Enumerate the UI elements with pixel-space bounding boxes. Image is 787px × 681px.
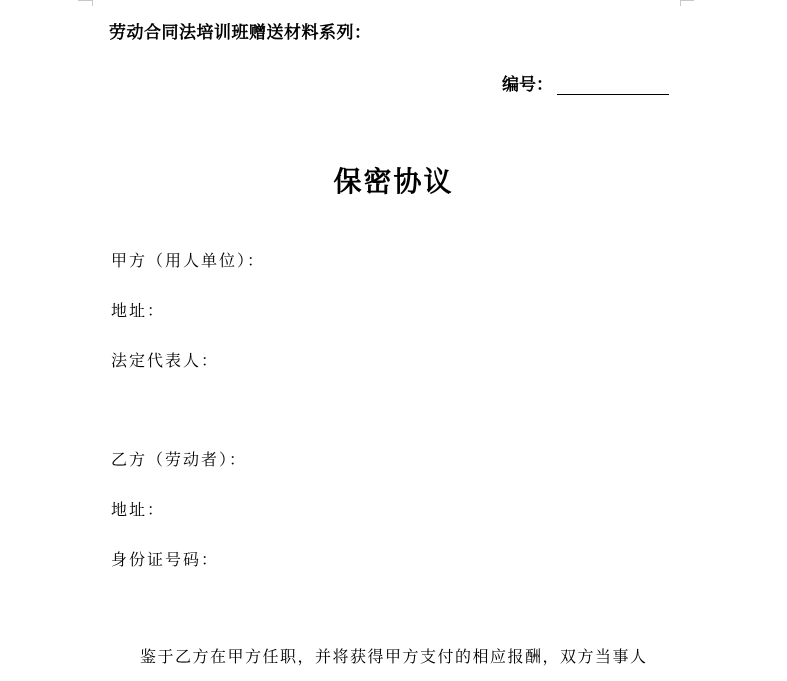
intro-paragraph: 鉴于乙方在甲方任职，并将获得甲方支付的相应报酬，双方当事人: [140, 647, 648, 666]
document-title: 保密协议: [333, 165, 454, 198]
document-number-row: [502, 70, 669, 95]
series-title: 劳动合同法培训班赠送材料系列：: [109, 23, 372, 43]
party-b-heading: 乙方（劳动者）：: [111, 450, 248, 469]
number-blank-line[interactable]: [557, 75, 669, 95]
crop-mark-top-right-vertical: [680, 0, 682, 6]
party-a-legal-rep: 法定代表人：: [111, 351, 220, 370]
party-a-heading: 甲方（用人单位）：: [111, 251, 266, 270]
party-b-address: 地址：: [111, 500, 166, 519]
crop-mark-top-left-vertical: [92, 0, 94, 6]
number-label: 编号：: [502, 75, 553, 95]
crop-mark-top-right: [680, 0, 694, 2]
party-b-id-number: 身份证号码：: [111, 550, 220, 569]
party-a-address: 地址：: [111, 301, 166, 320]
crop-mark-top-left: [78, 0, 92, 2]
